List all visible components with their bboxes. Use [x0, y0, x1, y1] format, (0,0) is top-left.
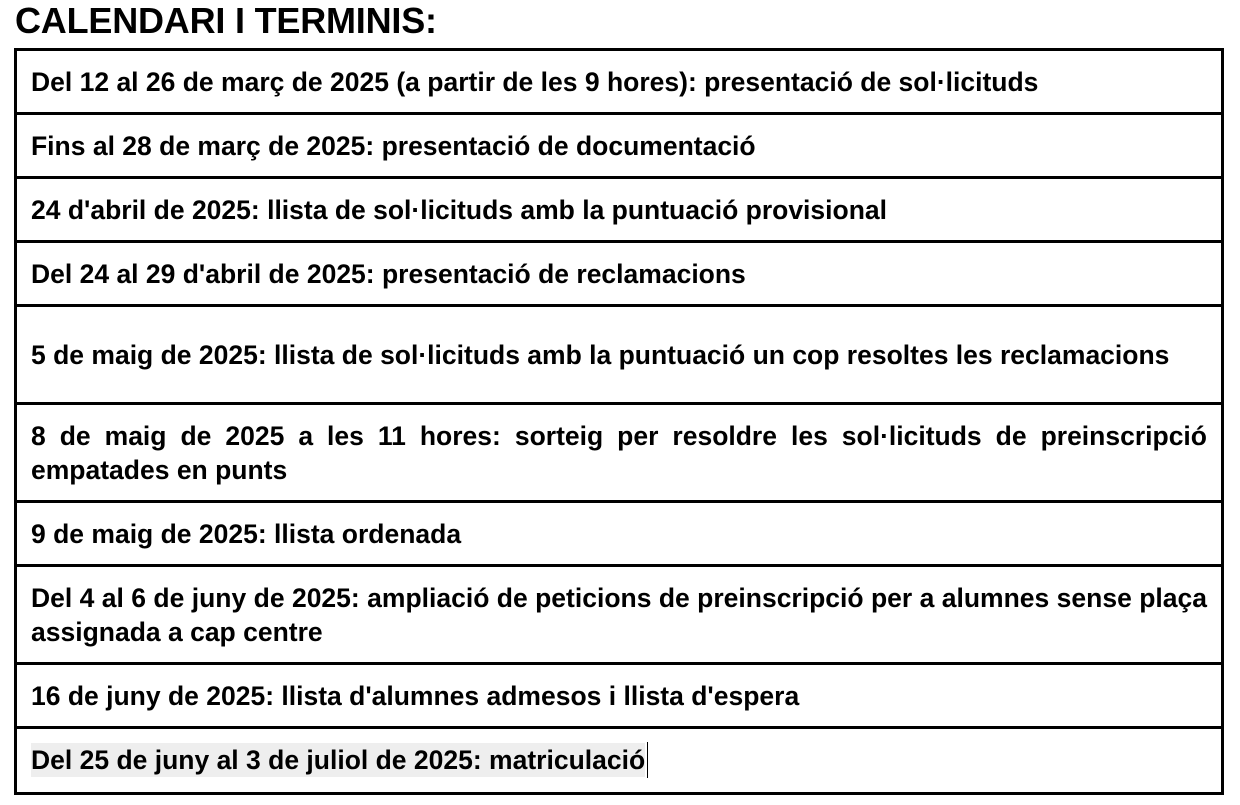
- schedule-entry: 24 d'abril de 2025: llista de sol·licituds amb la puntuació provisional: [31, 194, 887, 225]
- schedule-row[interactable]: [17, 729, 1221, 791]
- schedule-table: [14, 48, 1224, 795]
- schedule-row: [17, 243, 1221, 307]
- schedule-row: [17, 405, 1221, 503]
- schedule-entry: Del 24 al 29 d'abril de 2025: presentació de reclamacions: [31, 258, 746, 289]
- schedule-row: [17, 51, 1221, 115]
- schedule-entry: Del 12 al 26 de març de 2025 (a partir de les 9 hores): presentació de sol·licituds: [31, 66, 1039, 97]
- schedule-row: [17, 115, 1221, 179]
- schedule-entry: Fins al 28 de març de 2025: presentació de documentació: [31, 130, 756, 161]
- schedule-entry: Del 4 al 6 de juny de 2025: ampliació de peticions de preinscripció per a alumnes sense plaça assignada a cap centre: [31, 582, 1207, 647]
- schedule-row: [17, 567, 1221, 665]
- schedule-entry: 5 de maig de 2025: llista de sol·licituds amb la puntuació un cop resoltes les reclamacions: [31, 339, 1170, 370]
- page-title: CALENDARI I TERMINIS:: [15, 0, 437, 41]
- schedule-entry: 8 de maig de 2025 a les 11 hores: sorteig per resoldre les sol·licituds de preinscripció empatades en punts: [31, 420, 1207, 485]
- schedule-row: [17, 179, 1221, 243]
- schedule-entry: 16 de juny de 2025: llista d'alumnes admesos i llista d'espera: [31, 680, 800, 711]
- schedule-entry: 9 de maig de 2025: llista ordenada: [31, 518, 462, 549]
- schedule-row: [17, 503, 1221, 567]
- schedule-row: [17, 307, 1221, 405]
- text-cursor: [647, 742, 648, 778]
- schedule-row: [17, 665, 1221, 729]
- schedule-entry-editable[interactable]: Del 25 de juny al 3 de juliol de 2025: matriculació: [31, 745, 646, 775]
